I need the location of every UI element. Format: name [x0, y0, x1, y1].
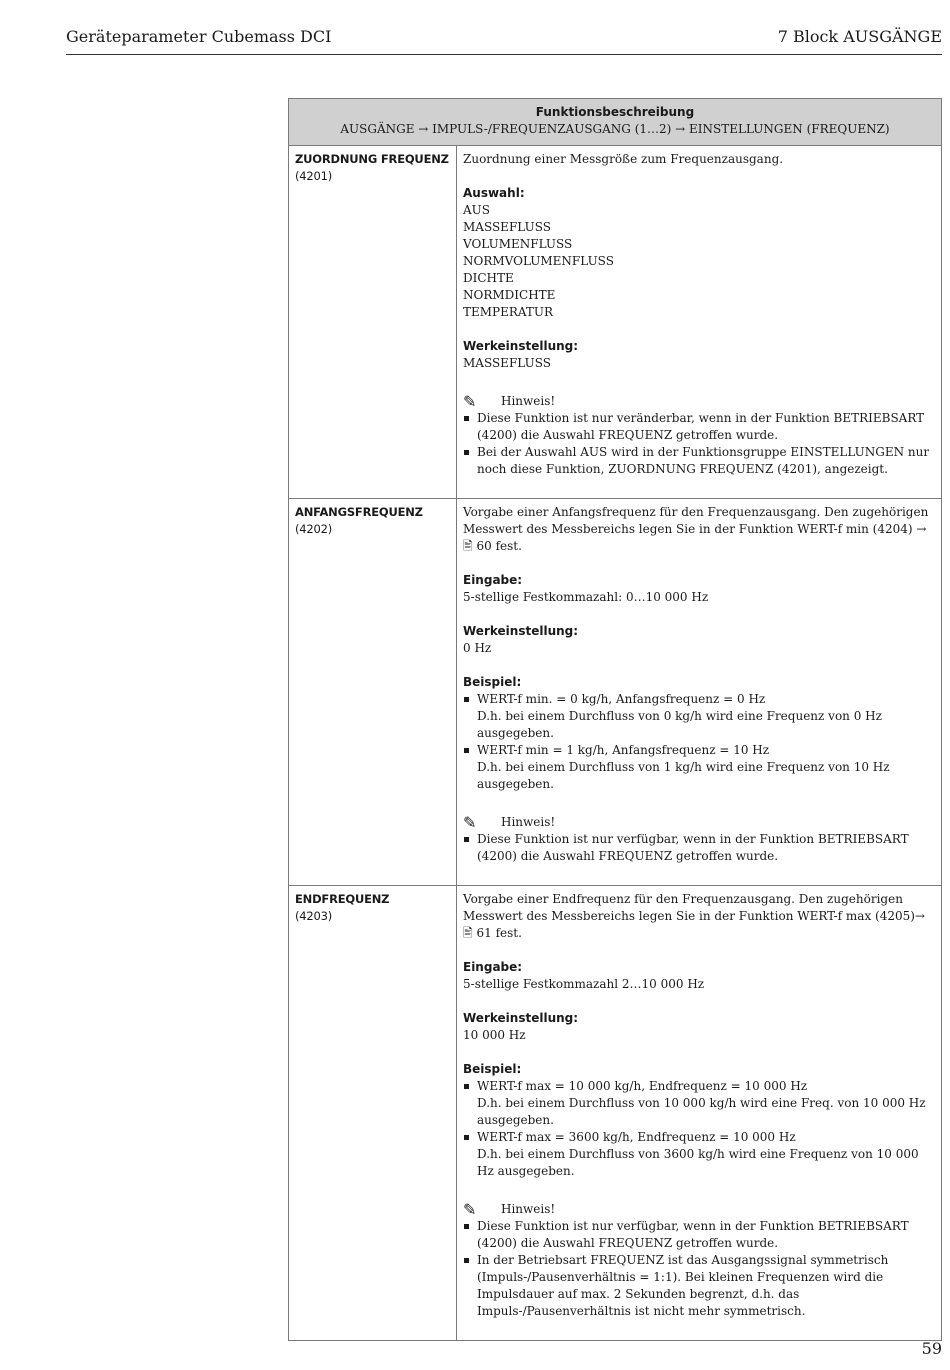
document-header-section: 7 Block AUSGÄNGE — [777, 27, 942, 46]
page-reference[interactable]: 60 — [476, 539, 492, 553]
header-divider — [66, 54, 942, 55]
pencil-note-icon: ✎ — [463, 813, 477, 832]
function-name-cell — [289, 886, 457, 1341]
table-row — [289, 146, 942, 499]
function-name: ZUORDNUNG FREQUENZ — [295, 152, 449, 166]
example-list — [463, 1078, 935, 1180]
default-value: MASSEFLUSS — [463, 356, 551, 370]
input-label: Eingabe: — [463, 960, 523, 974]
note-item: Bei der Auswahl AUS wird in der Funktionsgruppe EINSTELLUNGEN nur noch diese Funktion, ZUORDNUNG FREQUENZ (4201), angezeigt. — [463, 444, 935, 478]
function-description-cell — [457, 886, 942, 1341]
example-label: Beispiel: — [463, 1062, 522, 1076]
note-heading — [463, 1201, 935, 1218]
note-list — [463, 831, 935, 865]
default-label: Werkeinstellung: — [463, 624, 579, 638]
example-item: WERT-f min = 1 kg/h, Anfangsfrequenz = 10 Hz D.h. bei einem Durchfluss von 1 kg/h wird eine Frequenz von 10 Hz ausgegeben. — [463, 742, 935, 793]
option-item: NORMVOLUMENFLUSS — [463, 254, 614, 268]
table-header-row — [289, 99, 942, 146]
note-label: Hinweis! — [501, 1202, 556, 1216]
note-heading — [463, 814, 935, 831]
example-item: WERT-f max = 10 000 kg/h, Endfrequenz = 10 000 Hz D.h. bei einem Durchfluss von 10 000 kg/h wird eine Freq. von 10 000 Hz ausgegeben. — [463, 1078, 935, 1129]
note-item: Diese Funktion ist nur verfügbar, wenn in der Funktion BETRIEBSART (4200) die Auswahl FREQUENZ getroffen wurde. — [463, 1218, 935, 1252]
function-name-cell — [289, 499, 457, 886]
function-table — [288, 98, 942, 1341]
example-label: Beispiel: — [463, 675, 522, 689]
function-description-cell — [457, 146, 942, 499]
input-value: 5-stellige Festkommazahl 2…10 000 Hz — [463, 977, 705, 991]
description-intro: Vorgabe einer Endfrequenz für den Frequenzausgang. Den zugehörigen Messwert des Messbereichs legen Sie in der Funktion WERT-f max (4205)→ 🖹 61 fest. — [463, 892, 925, 940]
example-item: WERT-f min. = 0 kg/h, Anfangsfrequenz = 0 Hz D.h. bei einem Durchfluss von 0 kg/h wird eine Frequenz von 0 Hz ausgegeben. — [463, 691, 935, 742]
page-reference[interactable]: 61 — [476, 926, 492, 940]
function-name: ENDFREQUENZ — [295, 892, 390, 906]
default-label: Werkeinstellung: — [463, 339, 579, 353]
note-item: Diese Funktion ist nur veränderbar, wenn in der Funktion BETRIEBSART (4200) die Auswahl FREQUENZ getroffen wurde. — [463, 410, 935, 444]
input-value: 5-stellige Festkommazahl: 0…10 000 Hz — [463, 590, 709, 604]
example-item: WERT-f max = 3600 kg/h, Endfrequenz = 10 000 Hz D.h. bei einem Durchfluss von 3600 kg/h wird eine Frequenz von 10 000 Hz ausgegeben. — [463, 1129, 935, 1180]
document-header-title: Geräteparameter Cubemass DCI — [66, 27, 332, 46]
page-number: 59 — [921, 1339, 942, 1358]
table-title: Funktionsbeschreibung — [535, 105, 695, 119]
input-label: Eingabe: — [463, 573, 523, 587]
pencil-note-icon: ✎ — [463, 392, 477, 411]
function-code: (4201) — [295, 169, 333, 183]
option-item: DICHTE — [463, 271, 514, 285]
description-intro: Vorgabe einer Anfangsfrequenz für den Frequenzausgang. Den zugehörigen Messwert des Messbereichs legen Sie in der Funktion WERT-f min (4204) → 🖹 60 fest. — [463, 505, 929, 553]
function-code: (4202) — [295, 522, 333, 536]
note-list — [463, 1218, 935, 1320]
option-item: NORMDICHTE — [463, 288, 556, 302]
function-code: (4203) — [295, 909, 333, 923]
page-reference-icon: 🖹 — [463, 539, 473, 553]
note-item: In der Betriebsart FREQUENZ ist das Ausgangssignal symmetrisch (Impuls-/Pausenverhältnis = 1:1). Bei kleinen Frequenzen wird die Impulsdauer auf max. 2 Sekunden begrenzt, d.h. das Impuls-/Pausenverhältnis ist nicht mehr symmetrisch. — [463, 1252, 935, 1320]
option-item: AUS — [463, 203, 490, 217]
options-label: Auswahl: — [463, 186, 525, 200]
table-header — [289, 99, 942, 146]
option-item: TEMPERATUR — [463, 305, 554, 319]
default-value: 10 000 Hz — [463, 1028, 526, 1042]
table-path: AUSGÄNGE → IMPULS-/FREQUENZAUSGANG (1…2) → EINSTELLUNGEN (FREQUENZ) — [340, 122, 890, 136]
example-list — [463, 691, 935, 793]
table-row — [289, 886, 942, 1341]
note-label: Hinweis! — [501, 394, 556, 408]
default-label: Werkeinstellung: — [463, 1011, 579, 1025]
description-intro: Zuordnung einer Messgröße zum Frequenzausgang. — [463, 152, 784, 166]
default-value: 0 Hz — [463, 641, 492, 655]
note-heading — [463, 393, 935, 410]
pencil-note-icon: ✎ — [463, 1200, 477, 1219]
note-list — [463, 410, 935, 478]
note-label: Hinweis! — [501, 815, 556, 829]
table-row — [289, 499, 942, 886]
page-reference-icon: 🖹 — [463, 926, 473, 940]
option-item: MASSEFLUSS — [463, 220, 551, 234]
function-name: ANFANGSFREQUENZ — [295, 505, 423, 519]
function-description-cell — [457, 499, 942, 886]
option-item: VOLUMENFLUSS — [463, 237, 573, 251]
function-name-cell — [289, 146, 457, 499]
note-item: Diese Funktion ist nur verfügbar, wenn in der Funktion BETRIEBSART (4200) die Auswahl FREQUENZ getroffen wurde. — [463, 831, 935, 865]
